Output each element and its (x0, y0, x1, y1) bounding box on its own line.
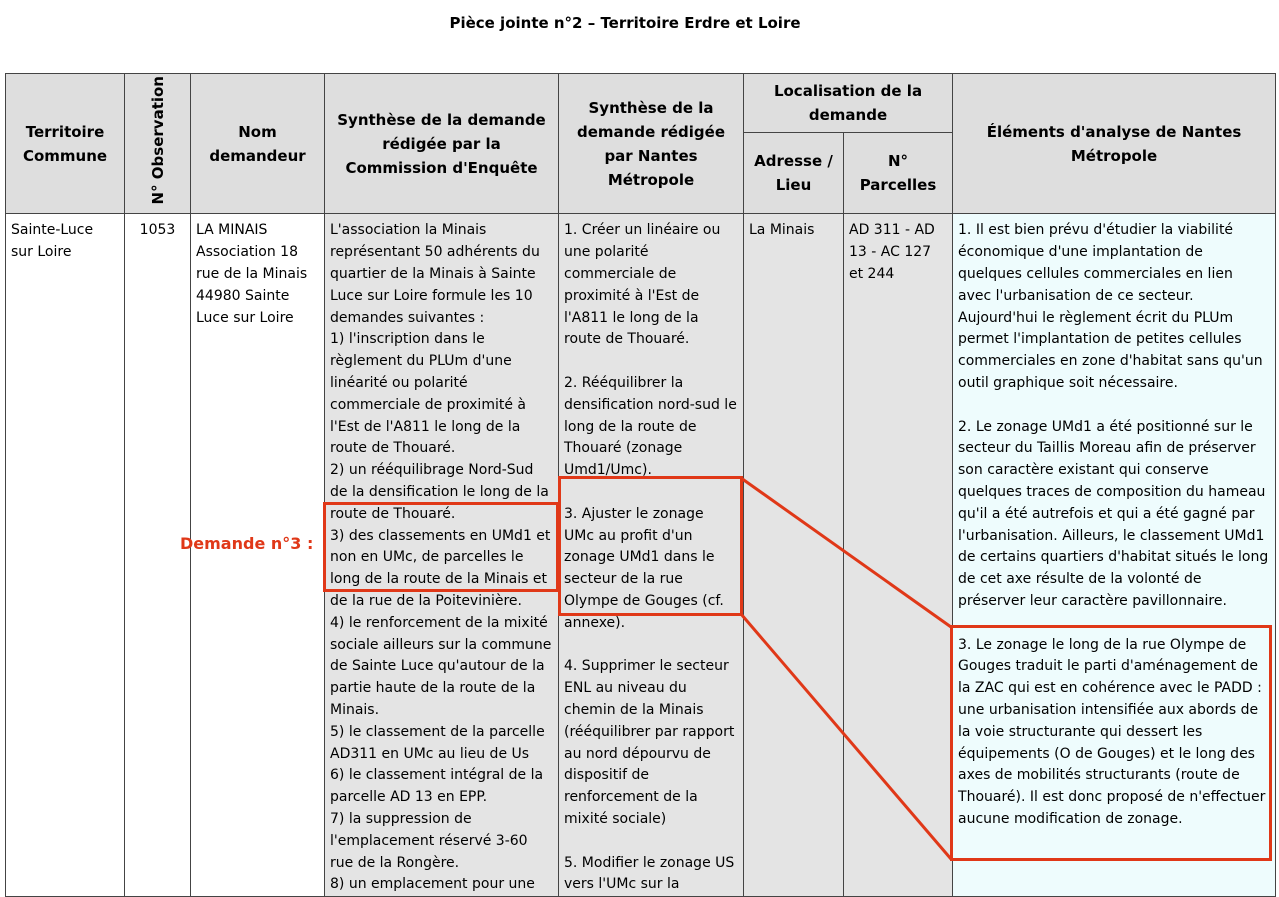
commission-item3: 3) des classements en UMd1 et non en UMc, de parcelles le long de la route de la Minais et de la rue de la Poitevinière. (330, 527, 555, 610)
cell-parcelles: AD 311 - AD 13 - AC 127 et 244 (844, 214, 953, 897)
header-commission: Synthèse de la demande rédigée par la Commission d'Enquête (325, 74, 559, 214)
header-parcelles: N° Parcelles (844, 133, 953, 214)
header-territoire: Territoire Commune (6, 74, 125, 214)
analyse-point-2: 2. Le zonage UMd1 a été positionné sur le secteur du Taillis Moreau afin de préserver son caractère existant qui conserve quelques traces de composition du hameau qu'il a été autrefois et qui a été gagné par l'urbanisation. Ailleurs, le classement UMd1 de certains quartiers d'habitat situés le long de cet axe résulte de la volonté de préserver leur caractère pavillonnaire. (958, 418, 1273, 610)
header-analyse: Éléments d'analyse de Nantes Métropole (953, 74, 1276, 214)
analyse-point-3: 3. Le zonage le long de la rue Olympe de Gouges traduit le parti d'aménagement de la ZAC qui est en cohérence avec le PADD : une urbanisation intensifiée aux abords de la voie structurante qui dessert les équipements (O de Gouges) et le long des axes de mobilités structurants (route de Thouaré). Il est donc proposé de n'effectuer aucune modification de zonage. (958, 636, 1270, 827)
cell-adresse: La Minais (744, 214, 844, 897)
header-nom: Nom demandeur (191, 74, 325, 214)
commission-intro: L'association la Minais représentant 50 adhérents du quartier de la Minais à Sainte Luce sur Loire formule les 10 demandes suivantes : 1) l'inscription dans le règlement du PLUm d'une linéarité ou polarité commerciale de proximité à l'Est de l'A811 le long de la route de Thouaré. 2) un rééquilibrage Nord-Sud de la densification le long de la route de Thouaré. (330, 222, 549, 522)
demande-3-label: Demande n°3 : (180, 534, 314, 553)
cell-nom: LA MINAIS Association 18 rue de la Minais 44980 Sainte Luce sur Loire (191, 214, 325, 897)
nantes-point-2: 2. Rééquilibrer la densification nord-sud le long de la route de Thouaré (zonage Umd1/Umc). (564, 375, 742, 479)
cell-observation: 1053 (125, 214, 191, 897)
nantes-point-4: 4. Supprimer le secteur ENL au niveau du chemin de la Minais (rééquilibrer par rapport au nord dépourvu de dispositif de renforcement de la mixité sociale) (564, 658, 739, 827)
header-localisation: Localisation de la demande (744, 74, 953, 133)
nantes-point-3: 3. Ajuster le zonage UMc au profit d'un zonage UMd1 dans le secteur de la rue Olympe de Gouges (cf. annexe). (564, 505, 729, 631)
connector-top (741, 478, 951, 627)
analyse-point-1: 1. Il est bien prévu d'étudier la viabilité économique d'une implantation de quelques cellules commerciales en lien avec l'urbanisation de ce secteur. Aujourd'hui le règlement écrit du PLUm permet l'implantation de petites cellules commerciales en zone d'habitat sans qu'un outil graphique soit nécessaire. (958, 222, 1268, 392)
header-nantes: Synthèse de la demande rédigée par Nantes Métropole (559, 74, 744, 214)
page-title: Pièce jointe n°2 – Territoire Erdre et Loire (449, 14, 801, 32)
commission-rest: 4) le renforcement de la mixité sociale ailleurs sur la commune de Sainte Luce qu'autour de la partie haute de la route de la Minais. 5) le classement de la parcelle AD311 en UMc au lieu de Us 6) le classement intégral de la parcelle AD 13 en EPP. 7) la suppression de l'emplacement réservé 3-60 rue de la Rongère. 8) un emplacement pour une (330, 614, 552, 893)
connector-bottom (741, 614, 951, 859)
header-adresse: Adresse / Lieu (744, 133, 844, 214)
nantes-point-1: 1. Créer un linéaire ou une polarité commerciale de proximité à l'Est de l'A811 le long de la route de Thouaré. (564, 222, 725, 348)
nantes-point-5: 5. Modifier le zonage US vers l'UMc sur la (564, 854, 739, 893)
header-observation: N° Observation (125, 74, 191, 214)
cell-territoire: Sainte-Luce sur Loire (6, 214, 125, 897)
